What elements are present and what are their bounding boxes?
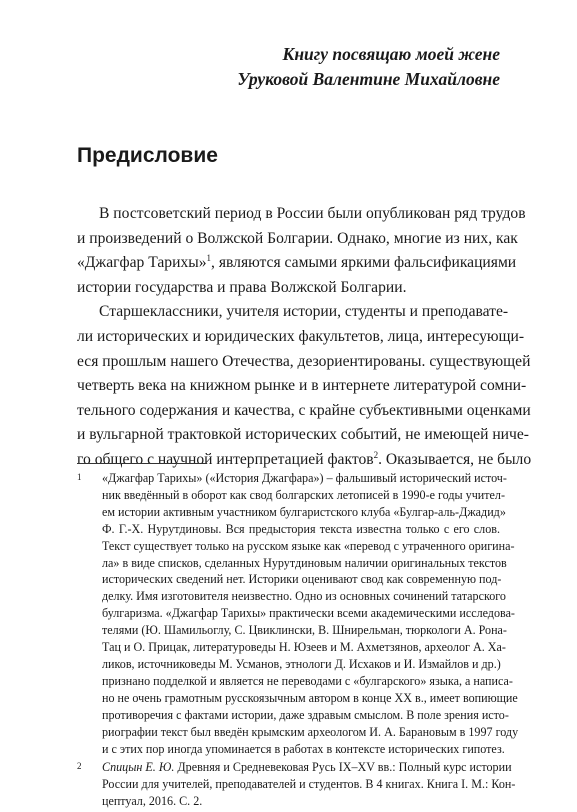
text-fragment: го общего с научной интерпретацией фактов$^2$. Оказывается, не было xyxy=(77,449,532,468)
footnote-number: 2 xyxy=(77,761,82,772)
footnote-line: булгаризма. «Джагфар Тарихы» практически всеми академическими исследова- xyxy=(102,606,515,621)
text-line: и произведений о Волжской Болгарии. Однако, многие из них, как xyxy=(77,229,518,247)
dedication-line-1: Книгу посвящаю моей жене xyxy=(282,44,500,64)
footnote-line: риографии текст был введён крымским археологом И. А. Барановым в 1997 году xyxy=(102,724,519,739)
footnote-line: но не очень грамотным русскоязычным автором в конце XX в., имеет вопиющие xyxy=(102,690,518,705)
text-line: В постсоветский период в России были опубликован ряд трудов xyxy=(99,205,526,222)
footnote-line xyxy=(102,759,512,776)
footnote-number: 1 xyxy=(77,472,82,482)
section-heading: Предисловие xyxy=(77,144,218,167)
footnotes xyxy=(77,470,519,812)
footnote-line: ликов, источниковеды М. Усманов, этнологи Д. Исхаков и И. Измайлов и др.) xyxy=(102,656,501,671)
footnote-line: телями (Ю. Шамильоглу, С. Цвиклински, В. Шнирельман, тюркологи А. Рона- xyxy=(102,623,507,638)
footnote-ref[interactable]: 2 xyxy=(373,449,379,460)
footnote-line: делку. Имя изготовителя неизвестно. Одно из основных сочинений татарского xyxy=(102,589,506,604)
text-line: четверть века на книжном рынке и в интернете литературой сомни- xyxy=(77,377,527,395)
footnote-line: Ф. Г.-Х. Нурутдиновы. Вся предыстория текста известна только с его слов. xyxy=(102,521,500,536)
footnote-ref[interactable]: 1 xyxy=(206,253,212,263)
footnote-line: ла» в виде списков, сделанных Нурутдиновым наличии оригинальных текстов xyxy=(102,555,507,570)
footnote-text: Древняя и Средневековая Русь IX–XV вв.: Полный курс истории xyxy=(174,760,512,775)
footnote-line: противоречия с фактами истории, даже здравым смыслом. В поле зрения исто- xyxy=(102,707,509,722)
footnote-1 xyxy=(77,470,519,757)
text-line: истории государства и права Волжской Болгарии. xyxy=(77,278,407,296)
text-line: Старшеклассники, учителя истории, студенты и преподавате- xyxy=(99,303,509,321)
footnote-line: и с этих пор иногда упоминается в работах в контексте исторических гипотез. xyxy=(102,741,505,756)
paragraph-2 xyxy=(77,300,532,472)
footnote-divider xyxy=(77,463,207,464)
text-line: ли исторических и юридических факультетов, лица, интересующи- xyxy=(77,327,525,345)
footnote-line: ник введённый в оборот как свод болгарских летописей в 1990-е годы учител- xyxy=(102,487,505,502)
footnote-line: России для учителей, преподавателей и студентов. В 4 книгах. Книга I. М.: Кон- xyxy=(102,777,516,792)
footnote-author: Спицын Е. Ю. xyxy=(102,760,175,775)
book-page xyxy=(77,40,532,809)
text-fragment: «Джагфар Тарихы»$^1$, являются самыми яркими фальсификациями xyxy=(77,253,517,272)
text-line: еся прошлым нашего Отечества, дезориентированы. существующей xyxy=(77,352,531,370)
dedication-line-2: Уруковой Валентине Михайловне xyxy=(237,69,500,89)
footnote-line: Текст существует только на русском языке как «перевод с утраченного оригина- xyxy=(102,538,515,553)
footnote-line: цептуал, 2016. С. 2. xyxy=(102,794,203,809)
footnote-line: «Джагфар Тарихы» («История Джагфара») – фальшивый исторический источ- xyxy=(102,471,507,485)
footnote-2 xyxy=(77,759,516,810)
footnote-line: исторических сведений нет. Историки оценивают свод как современную под- xyxy=(102,572,502,587)
footnote-line: признано подделкой и является не переводами с «булгарского» языка, а написа- xyxy=(102,673,513,688)
dedication xyxy=(77,42,500,92)
text-line: тельного содержания и качества, с крайне субъективными оценками xyxy=(77,401,531,419)
text-line-with-ref xyxy=(77,448,532,473)
text-line-with-ref xyxy=(77,251,517,276)
footnote-line: ем истории активным участником булгаристского клуба «Булгар-аль-Джадид» xyxy=(102,504,506,519)
main-text xyxy=(77,202,532,473)
footnote-line: Тац и О. Прицак, литературоведы Н. Юзеев и М. Ахметзянов, археолог А. Ха- xyxy=(102,640,506,655)
paragraph-1 xyxy=(77,202,526,300)
text-line: и вульгарной трактовкой исторических событий, не имеющей ниче- xyxy=(77,426,529,444)
